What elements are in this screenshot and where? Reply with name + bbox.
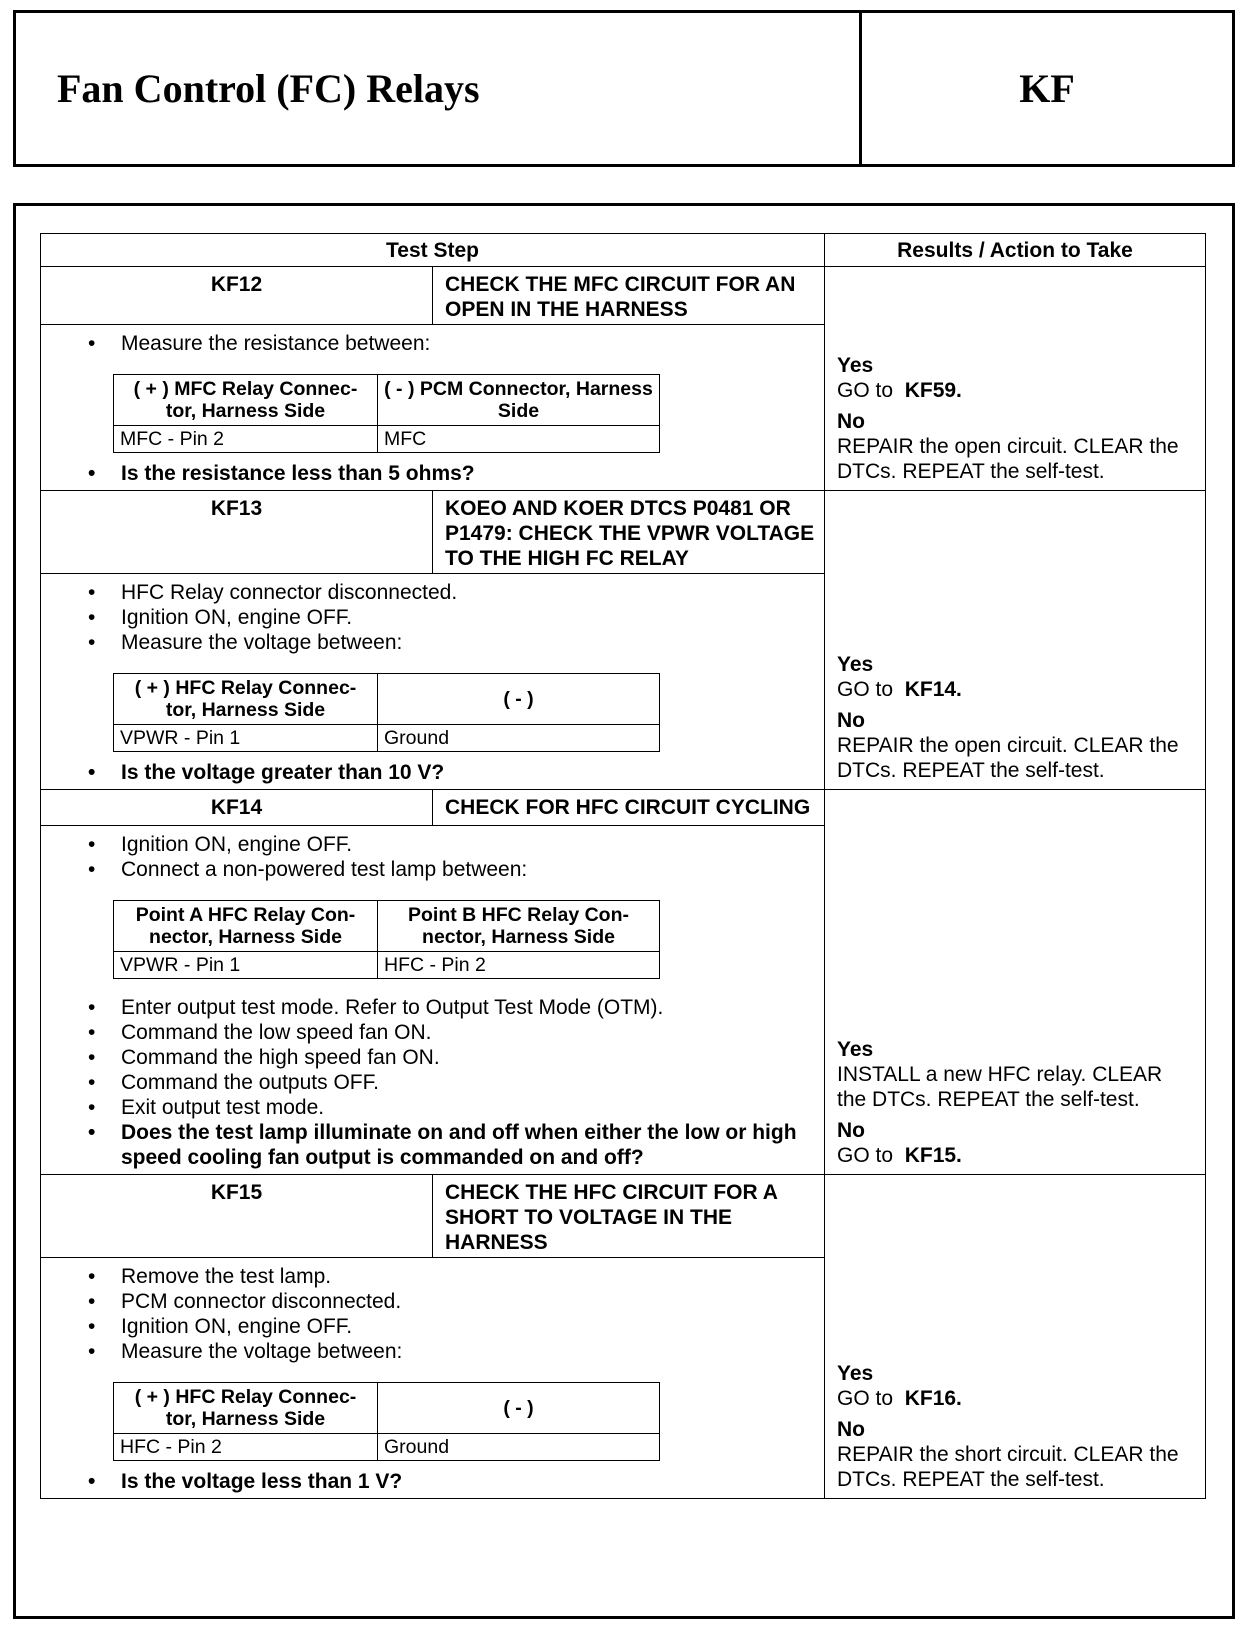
connector-header: ( - ): [378, 1383, 660, 1434]
step-title: CHECK THE HFC CIRCUIT FOR A SHORT TO VOLTAGE IN THE HARNESS: [433, 1175, 825, 1258]
list-item: • Measure the voltage between:: [121, 1339, 816, 1364]
step-body: [41, 325, 825, 491]
connector-cell: VPWR - Pin 1: [114, 952, 378, 979]
step-title: CHECK FOR HFC CIRCUIT CYCLING: [433, 790, 825, 826]
result-no-text: REPAIR the open circuit. CLEAR the DTCs. REPEAT the self-test.: [837, 435, 1179, 483]
connector-table: [113, 900, 660, 979]
table-header-row: [41, 234, 1206, 267]
connector-header: ( - ): [378, 674, 660, 725]
connector-cell: Ground: [378, 725, 660, 752]
connector-table: [113, 374, 660, 453]
list-item: • Enter output test mode. Refer to Output Test Mode (OTM).: [121, 995, 816, 1020]
step-body: [41, 826, 825, 1175]
connector-cell: HFC - Pin 2: [114, 1434, 378, 1461]
step-result: [825, 1175, 1206, 1499]
col-header-test-step: Test Step: [41, 234, 825, 267]
col-header-results: Results / Action to Take: [825, 234, 1206, 267]
connector-cell: MFC - Pin 2: [114, 426, 378, 453]
step-number: KF14: [41, 790, 433, 826]
result-yes-text: GO to KF59.: [837, 379, 962, 402]
step-result: [825, 491, 1206, 790]
list-item: • HFC Relay connector disconnected.: [121, 580, 816, 605]
result-no-text: REPAIR the short circuit. CLEAR the DTCs. REPEAT the self-test.: [837, 1443, 1179, 1491]
section-code: KF: [859, 13, 1232, 164]
list-item: • Measure the resistance between:: [121, 331, 816, 356]
connector-header: ( + ) HFC Relay Connec- tor, Harness Side: [114, 1383, 378, 1434]
list-item: • Command the outputs OFF.: [121, 1070, 816, 1095]
list-item: • Measure the voltage between:: [121, 630, 816, 655]
list-item: • Remove the test lamp.: [121, 1264, 816, 1289]
result-no-label: No: [837, 410, 865, 433]
list-item: • Command the high speed fan ON.: [121, 1045, 816, 1070]
connector-header: ( + ) MFC Relay Connec- tor, Harness Side: [114, 375, 378, 426]
result-yes-text: GO to KF14.: [837, 678, 962, 701]
result-yes-text: INSTALL a new HFC relay. CLEAR the DTCs. REPEAT the self-test.: [837, 1063, 1163, 1111]
connector-cell: VPWR - Pin 1: [114, 725, 378, 752]
step-title: CHECK THE MFC CIRCUIT FOR AN OPEN IN THE HARNESS: [433, 267, 825, 325]
connector-header: ( + ) HFC Relay Connec- tor, Harness Side: [114, 674, 378, 725]
connector-header: ( - ) PCM Connector, Harness Side: [378, 375, 660, 426]
step-number: KF12: [41, 267, 433, 325]
step-number: KF13: [41, 491, 433, 574]
result-yes-label: Yes: [837, 1038, 874, 1061]
list-item: • Ignition ON, engine OFF.: [121, 605, 816, 630]
connector-cell: MFC: [378, 426, 660, 453]
list-item: • Ignition ON, engine OFF.: [121, 832, 816, 857]
step-result: [825, 790, 1206, 1175]
step-title-row: [41, 491, 1206, 574]
result-no-label: No: [837, 709, 865, 732]
list-item: • Ignition ON, engine OFF.: [121, 1314, 816, 1339]
connector-header: Point A HFC Relay Con- nector, Harness Side: [114, 901, 378, 952]
result-yes-text: GO to KF16.: [837, 1387, 962, 1410]
connector-header: Point B HFC Relay Con- nector, Harness Side: [378, 901, 660, 952]
page-header: [13, 10, 1235, 167]
step-number: KF15: [41, 1175, 433, 1258]
step-result: [825, 267, 1206, 491]
result-no-text: GO to KF15.: [837, 1144, 962, 1167]
result-yes-label: Yes: [837, 354, 874, 377]
result-no-label: No: [837, 1119, 865, 1142]
result-no-label: No: [837, 1418, 865, 1441]
list-item: • Connect a non-powered test lamp between:: [121, 857, 816, 882]
connector-cell: HFC - Pin 2: [378, 952, 660, 979]
result-no-text: REPAIR the open circuit. CLEAR the DTCs. REPEAT the self-test.: [837, 734, 1179, 782]
step-question: • Is the voltage less than 1 V?: [121, 1469, 816, 1494]
list-item: • PCM connector disconnected.: [121, 1289, 816, 1314]
step-title: KOEO AND KOER DTCS P0481 OR P1479: CHECK THE VPWR VOLTAGE TO THE HIGH FC RELAY: [433, 491, 825, 574]
step-title-row: [41, 267, 1206, 325]
step-title-row: [41, 790, 1206, 826]
step-question: • Is the resistance less than 5 ohms?: [121, 461, 816, 486]
page-title: Fan Control (FC) Relays: [57, 66, 480, 111]
connector-table: [113, 673, 660, 752]
list-item: • Command the low speed fan ON.: [121, 1020, 816, 1045]
test-step-table: [40, 233, 1206, 1499]
step-question: • Does the test lamp illuminate on and off when either the low or high speed cooling fan output is commanded on and off?: [121, 1120, 816, 1170]
result-yes-label: Yes: [837, 653, 874, 676]
step-title-row: [41, 1175, 1206, 1258]
list-item: • Exit output test mode.: [121, 1095, 816, 1120]
step-question: • Is the voltage greater than 10 V?: [121, 760, 816, 785]
result-yes-label: Yes: [837, 1362, 874, 1385]
connector-table: [113, 1382, 660, 1461]
step-body: [41, 574, 825, 790]
connector-cell: Ground: [378, 1434, 660, 1461]
step-body: [41, 1258, 825, 1499]
